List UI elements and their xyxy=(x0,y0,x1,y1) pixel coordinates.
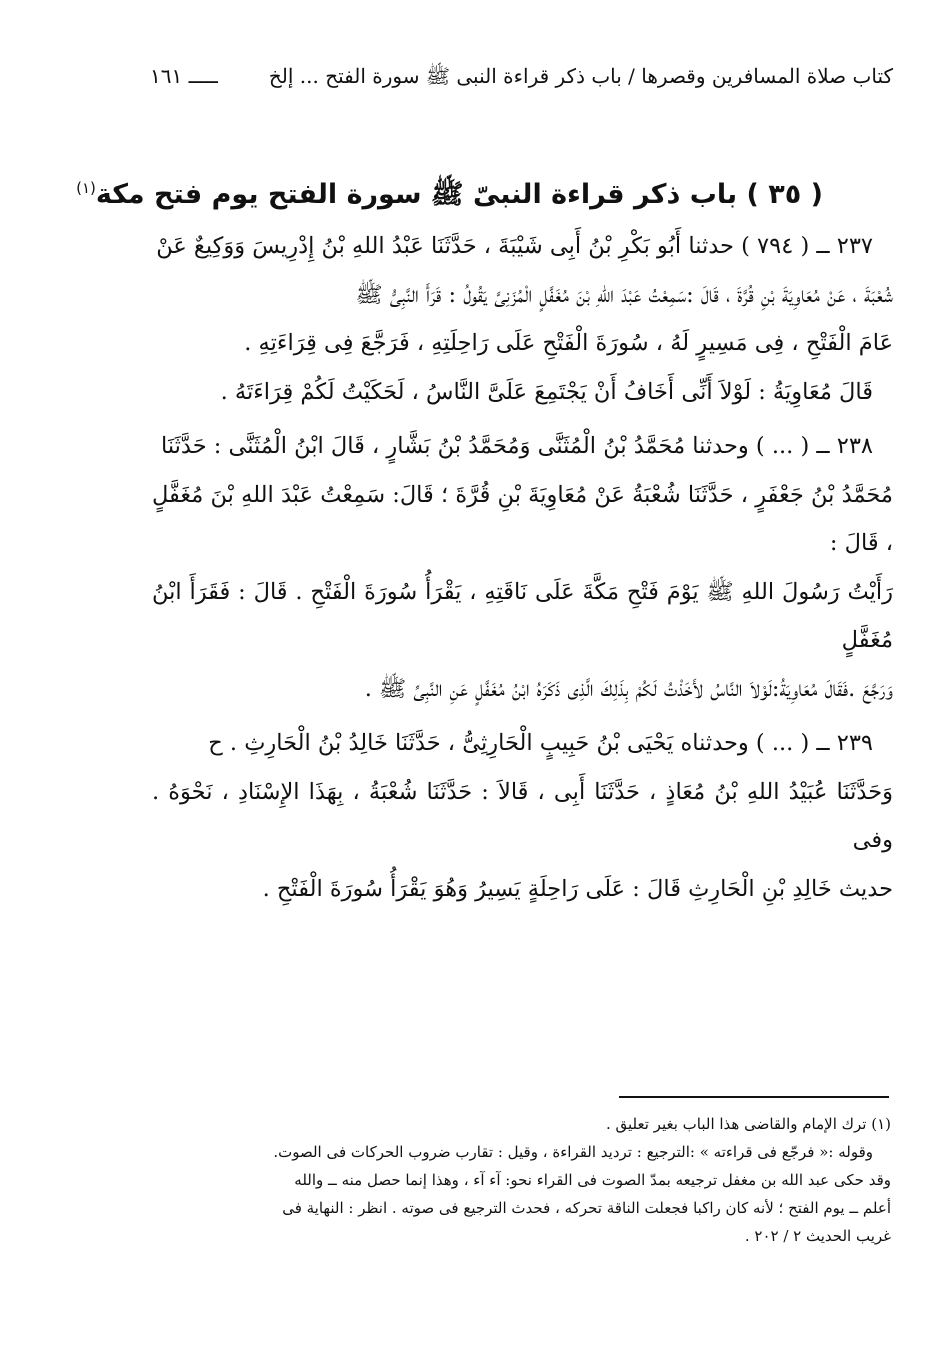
chapter-title-text: ( ٣٥ ) باب ذكر قراءة النبىّ ﷺ سورة الفتح يوم فتح مكة xyxy=(95,179,823,210)
footnote-line: (١) ترك الإمام والقاضى هذا الباب بغير تعليق . xyxy=(605,1115,891,1133)
hadith-line: رَأَيْتُ رَسُولَ اللهِ ﷺ يَوْمَ فَتْحِ مَكَّةَ عَلَى نَاقَتِهِ ، يَقْرَأُ سُورَةَ الْفَتْحِ . قَالَ : فَقَرَأَ ابْنُ مُغَفَّلٍ xyxy=(152,578,893,653)
hadith-note: قَالَ مُعَاوِيَةُ : لَوْلاَ أَنِّى أَخَافُ أَنْ يَجْتَمِعَ عَلَىَّ النَّاسُ ، لَحَكَيْتُ لَكُمْ قِرَاءَتَهُ . xyxy=(220,378,873,405)
hadith-line: ٢٣٨ ــ ( ... ) وحدثنا مُحَمَّدُ بْنُ الْمُثَنَّى وَمُحَمَّدُ بْنُ بَشَّارٍ ، قَالَ ابْنُ الْمُثَنَّى : حَدَّثَنَا xyxy=(161,433,873,459)
hadith-line: مُحَمَّدُ بْنُ جَعْفَرٍ ، حَدَّثَنَا شُعْبَةُ عَنْ مُعَاوِيَةَ بْنِ قُرَّةَ ؛ قَالَ: سَمِعْتُ عَبْدَ اللهِ بْنَ مُغَفَّلٍ ، قَالَ : xyxy=(152,481,893,556)
footnote-divider xyxy=(619,1096,889,1098)
footnotes xyxy=(160,1110,891,1250)
running-head-title: كتاب صلاة المسافرين وقصرها / باب ذكر قراءة النبى ﷺ سورة الفتح ... إلخ xyxy=(268,64,893,88)
hadith-line: حديث خَالِدِ بْنِ الْحَارِثِ قَالَ : عَلَى رَاحِلَةٍ يَسِيرُ وَهُوَ يَقْرَأُ سُورَةَ الْفَتْحِ . xyxy=(262,875,893,902)
footnote-line: أعلم ــ يوم الفتح ؛ لأنه كان راكبا فجعلت الناقة تحركه ، فحدث الترجيع فى صوته . انظر : النهاية فى xyxy=(282,1199,891,1217)
hadith-line: وَرَجَّعَ .فَقَالَ مُعَاوِيَةُ:لَوْلاَ النَّاسُ لأَخَذْتُ لَكُمْ بِذَلِكَ الَّذِى ذَكَرَهُ ابْنُ مُغَفَّلٍ عَنِ النَّبِىِّ ﷺ . xyxy=(364,675,893,702)
running-head xyxy=(150,58,893,94)
page-number: ١٦١ xyxy=(150,64,183,88)
hadith-line: ٢٣٩ ــ ( ... ) وحدثناه يَحْيَى بْنُ حَبِيبٍ الْحَارِثِىُّ ، حَدَّثَنَا خَالِدُ بْنُ الْحَارِثِ . ح xyxy=(208,730,873,756)
chapter-footnote-mark: (١) xyxy=(76,179,96,197)
chapter-title xyxy=(76,166,823,217)
footnote-line: وقد حكى عبد الله بن مغفل ترجيعه بمدّ الصوت فى القراء نحو: آء آء ، وهذا إنما حصل منه ــ والله xyxy=(294,1171,891,1189)
hadith-text xyxy=(152,222,893,913)
footnote-line: وقوله :« فرجّع فى قراءته » :الترجيع : ترديد القراءة ، وقيل : تقارب ضروب الحركات فى الصوت. xyxy=(273,1143,873,1161)
footnote-line: غريب الحديث ٢ / ٢٠٢ . xyxy=(744,1227,891,1245)
hadith-line: شُعْبَةَ ، عَنْ مُعَاوِيَةَ بْنِ قُرَّةَ ، قَالَ :سَمِعْتُ عَبْدَ اللهِ بْنَ مُغَفَّلٍ الْمُزَنِىَّ يَقُولُ : قَرَأَ النَّبِىُّ ﷺ xyxy=(355,281,893,308)
running-head-page-number xyxy=(150,58,218,94)
hadith-line: ٢٣٧ ــ ( ٧٩٤ ) حدثنا أَبُو بَكْرِ بْنُ أَبِى شَيْبَةَ ، حَدَّثَنَا عَبْدُ اللهِ بْنُ إِدْرِيسَ وَوَكِيعٌ عَنْ xyxy=(156,233,873,259)
hadith-line: عَامَ الْفَتْحِ ، فِى مَسِيرٍ لَهُ ، سُورَةَ الْفَتْحِ عَلَى رَاحِلَتِهِ ، فَرَجَّعَ فِى قِرَاءَتِهِ . xyxy=(244,330,893,356)
hadith-line: وَحَدَّثَنَا عُبَيْدُ اللهِ بْنُ مُعَاذٍ ، حَدَّثَنَا أَبِى ، قَالاَ : حَدَّثَنَا شُعْبَةُ ، بِهَذَا الإِسْنَادِ ، نَحْوَهُ . وفى xyxy=(152,778,893,853)
running-head-dash: ـــــ xyxy=(188,64,218,88)
